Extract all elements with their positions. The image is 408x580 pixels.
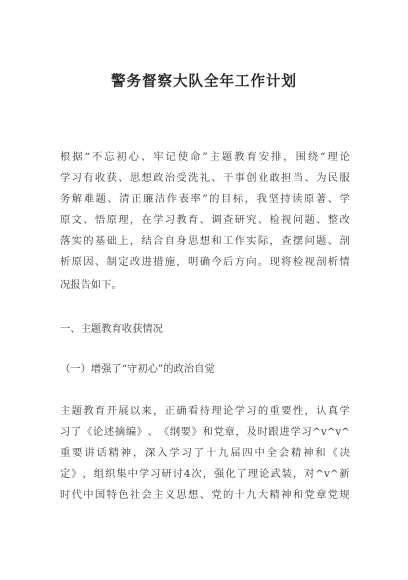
intro-line: 落 实 的 基 础 上 ， 结 合 自 身 思 想 和 工 作 实 际 ， 查 摆 问 题 、 剖 [60,235,350,247]
body-line: 定 》 ， 组 织 集 中 学 习 研 讨 4 次 ， 强 化 了 理 论 武 装 ， 对 ^v^ 新 [60,468,350,480]
intro-line: 原 文 、 悟 原 理 ， 在 学 习 教 育 、 调 查 研 究 、 检 视 问 题 、 整 改 [60,214,350,226]
document-title: 警务督察大队全年工作计划 [111,74,297,90]
subsection-heading: （一）增强了“守初心”的政治自觉 [60,363,215,375]
intro-line: 根 据 “ 不 忘 初 心 、 牢 记 使 命 ” 主 题 教 育 安 排 ， 围 绕 “ 理 论 [60,151,350,163]
intro-line: 务 解 难 题 、 清 正 廉 洁 作 表 率 ” 的 目 标 ， 我 坚 持 读 原 著 、 学 [60,193,350,205]
intro-line: 学 习 有 收 获 、 思 想 政 治 受 洗 礼 、 干 事 创 业 敢 担 当 、 为 民 服 [60,172,350,184]
intro-line: 况报告如下。 [60,279,122,291]
section-heading: 一、主题教育收获情况 [60,323,163,335]
body-line: 时 代 中 国 特 色 社 会 主 义 思 想 、 党 的 十 九 大 精 神 和 党 章 党 规 [60,489,350,501]
body-line: 重 要 讲 话 精 神 ， 深 入 学 习 了 十 九 届 四 中 全 会 精 神 和 《 决 [60,447,350,459]
body-line: 主 题 教 育 开 展 以 来 ， 正 确 看 待 理 论 学 习 的 重 要 性 ， 认 真 学 [60,405,350,417]
intro-line: 析 原 因 、 制 定 改 进 措 施 ， 明 确 今 后 方 向 。 现 将 检 视 剖 析 情 [60,256,350,268]
body-line: 习 了 《 论 述 摘 编 》 、 《 纲 要 》 和 党 章 ， 及 时 跟 进 学 习 ^v^v^ [60,426,350,438]
